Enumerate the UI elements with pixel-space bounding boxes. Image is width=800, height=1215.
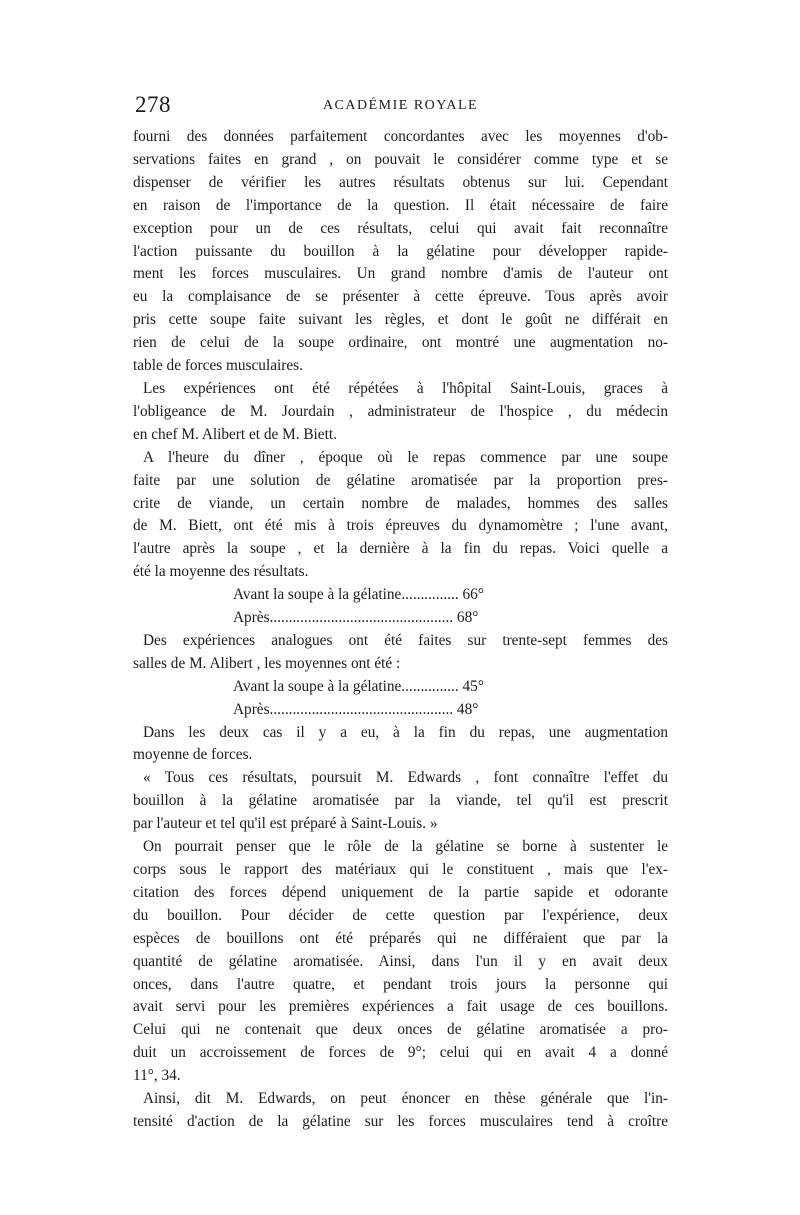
- text-line: Celui qui ne contenait que deux onces de gélatine aromatisée a pro-: [133, 1021, 668, 1039]
- body-text: [133, 126, 668, 1134]
- text-line: servations faites en grand , on pouvait le considérer comme type et se: [133, 150, 668, 168]
- text-line: tensité d'action de la gélatine sur les forces musculaires tend à croître: [133, 1112, 668, 1130]
- text-line: Les expériences ont été répétées à l'hôpital Saint-Louis, graces à: [143, 379, 668, 397]
- page-header: [133, 92, 668, 122]
- text-line: été la moyenne des résultats.: [133, 563, 309, 581]
- text-line: du bouillon. Pour décider de cette question par l'expérience, deux: [133, 906, 668, 924]
- text-line: fourni des données parfaitement concordantes avec les moyennes d'ob-: [133, 128, 668, 145]
- text-line: bouillon à la gélatine aromatisée par la viande, tel qu'il est prescrit: [133, 792, 668, 810]
- text-line: moyenne de forces.: [133, 746, 253, 764]
- text-line: l'action puissante du bouillon à la gélatine pour développer rapide-: [133, 242, 668, 260]
- text-line: crite de viande, un certain nombre de malades, hommes des salles: [133, 494, 668, 512]
- measurement-line: Après................................................ 68°: [233, 609, 479, 627]
- page-number: 278: [135, 92, 171, 117]
- text-line: Ainsi, dit M. Edwards, on peut énoncer en thèse générale que l'in-: [143, 1090, 668, 1108]
- text-line: espèces de bouillons ont été préparés qui ne différaient que par la: [133, 929, 668, 947]
- text-line: l'obligeance de M. Jourdain , administrateur de l'hospice , du médecin: [133, 402, 668, 420]
- text-line: pris cette soupe faite suivant les règles, et dont le goût ne différait en: [133, 311, 668, 329]
- text-line: citation des forces dépend uniquement de la partie sapide et odorante: [133, 883, 668, 901]
- text-line: l'autre après la soupe , et la dernière à la fin du repas. Voici quelle a: [133, 540, 668, 558]
- text-line: corps sous le rapport des matériaux qui le constituent , mais que l'ex-: [133, 861, 668, 878]
- text-line: On pourrait penser que le rôle de la gélatine se borne à sustenter le: [143, 838, 668, 856]
- text-line: en chef M. Alibert et de M. Biett.: [133, 425, 337, 443]
- text-line: de M. Biett, ont été mis à trois épreuves du dynamomètre ; l'une avant,: [133, 517, 668, 535]
- text-line: eu la complaisance de se présenter à cette épreuve. Tous après avoir: [133, 288, 668, 306]
- text-line: en raison de l'importance de la question. Il était nécessaire de faire: [133, 196, 668, 214]
- text-line: 11°, 34.: [133, 1067, 181, 1085]
- text-line: avait servi pour les premières expériences a fait usage de ces bouillons.: [133, 998, 668, 1016]
- measurement-line: Avant la soupe à la gélatine............... 66°: [233, 586, 484, 604]
- text-line: « Tous ces résultats, poursuit M. Edwards , font connaître l'effet du: [143, 769, 668, 787]
- text-line: quantité de gélatine aromatisée. Ainsi, dans l'un il y en avait deux: [133, 952, 668, 970]
- text-line: Dans les deux cas il y a eu, à la fin du repas, une augmentation: [143, 723, 668, 741]
- text-line: ment les forces musculaires. Un grand nombre d'amis de l'auteur ont: [133, 265, 668, 283]
- text-line: rien de celui de la soupe ordinaire, ont montré une augmentation no-: [133, 334, 668, 352]
- text-line: exception pour un de ces résultats, celui qui avait fait reconnaître: [133, 219, 668, 237]
- measurement-line: Avant la soupe à la gélatine............... 45°: [233, 677, 484, 695]
- text-line: A l'heure du dîner , époque où le repas commence par une soupe: [143, 448, 668, 466]
- running-head: ACADÉMIE ROYALE: [322, 98, 479, 113]
- text-line: duit un accroissement de forces de 9°; celui qui en avait 4 a donné: [133, 1044, 668, 1062]
- text-line: table de forces musculaires.: [133, 357, 303, 375]
- measurement-line: Après................................................ 48°: [233, 700, 479, 718]
- text-line: dispenser de vérifier les autres résultats obtenus sur lui. Cependant: [133, 173, 668, 191]
- text-line: onces, dans l'autre quatre, et pendant trois jours la personne qui: [133, 975, 668, 993]
- text-line: salles de M. Alibert , les moyennes ont été :: [133, 654, 401, 672]
- text-line: faite par une solution de gélatine aromatisée par la proportion pres-: [133, 471, 668, 489]
- text-line: Des expériences analogues ont été faites sur trente-sept femmes des: [143, 631, 668, 649]
- text-line: par l'auteur et tel qu'il est préparé à Saint-Louis. »: [133, 815, 438, 833]
